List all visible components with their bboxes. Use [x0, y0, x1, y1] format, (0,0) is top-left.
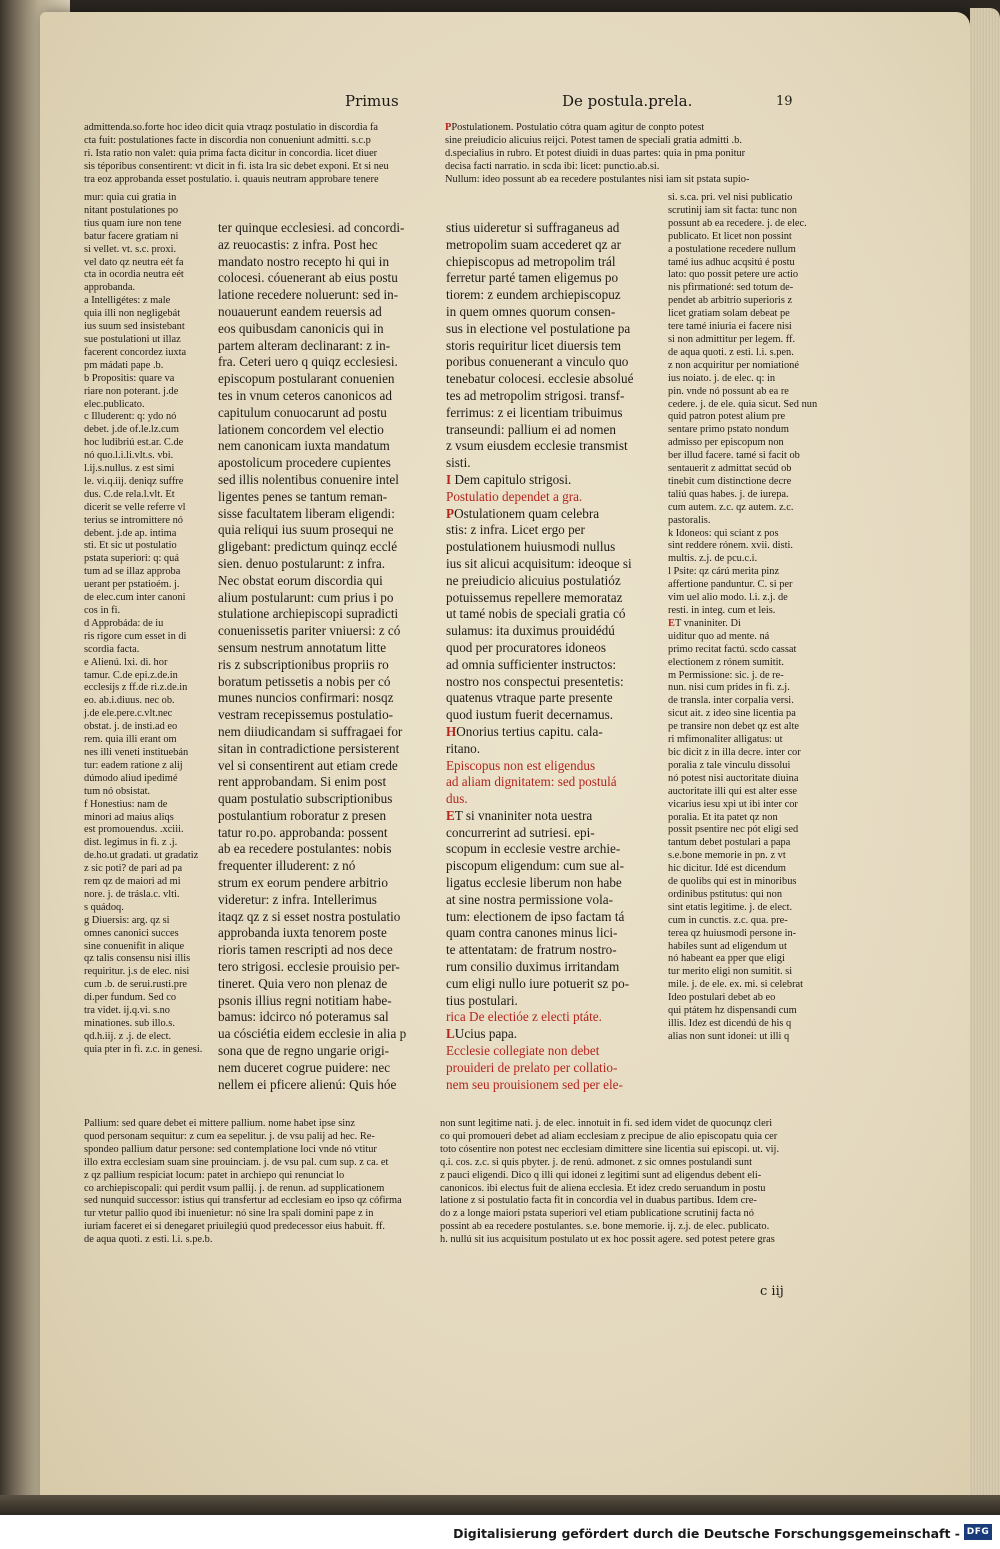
gloss-line: cum in cunctis. z.c. qua. pre- [668, 914, 788, 926]
text-line: az reuocastis: z infra. Post hec [218, 236, 378, 252]
gloss-line: terea qz huiusmodi persone in- [668, 927, 797, 939]
text-line: conuenissetis pariter vniuersi: z có [218, 623, 401, 639]
text-line: Nec obstat eorum discordia qui [218, 572, 383, 588]
text-line-content: Ostulationem quam celebra [454, 505, 600, 521]
gloss-line: ordinibus pstitutus: qui non [668, 888, 783, 900]
gloss-line: pe transire non debet qz est alte [668, 721, 799, 733]
gloss-line: de quolibs qui est in minoribus [668, 876, 797, 888]
text-line: lationem concordem vel electio [218, 421, 384, 437]
text-line: poribus conuenerant a vinculo quo [446, 354, 629, 370]
gloss-line: nis pfirmationé: sed totum de- [668, 282, 794, 294]
text-line: quam postulatio subscriptionibus [218, 791, 393, 807]
text-line: tero strigosi. ecclesie prouisio per- [218, 959, 400, 975]
gloss-line: alias non sunt idonei: ut illi q [668, 1030, 790, 1042]
gloss-text: Postulationem. Postulatio cótra quam agitur de conpto potest [451, 122, 705, 133]
rubric: dus. [446, 791, 468, 807]
text-line: latione recedere noluerunt: sed in- [218, 287, 399, 303]
gloss-line: possint ab ea recedere postulantes. s.e. bone memorie. ij. z.j. de elec. publicato. [440, 1221, 770, 1233]
text-line: nostro nos conspectui presentetis: [446, 673, 624, 689]
gloss-line: ius suum sed insistebant [84, 321, 185, 333]
text-line: quia reliqui ius suum prosequi ne [218, 522, 394, 538]
gloss-line: sti. Et sic ut postulatio [84, 540, 177, 552]
text-line: ua cósciétia eidem ecclesie in alia p [218, 1026, 407, 1042]
text-line [446, 724, 658, 741]
gloss-line: d Approbáda: de iu [84, 617, 164, 629]
text-line: nem diiudicandam si suffragaei for [218, 723, 403, 739]
gloss-line: Pallium: sed quare debet ei mittere pallium. nome habet ipse sinz [84, 1118, 355, 1129]
gloss-line: quod personam sequitur: z cum ea sepelitur. j. de vsu palij ad hec. Re- [84, 1130, 375, 1142]
text-line: episcopum postularant conuenien [218, 371, 395, 387]
text-line: ius sit alicui acquisitum: ideoque si [446, 555, 632, 571]
text-line [446, 808, 658, 825]
gloss-line: cedere. j. de ele. quia sicut. Sed nun [668, 398, 818, 410]
text-line: colocesi. cóuenerant ab eius postu [218, 270, 398, 286]
text-line: postulationem huiusmodi nullus [446, 539, 616, 555]
gloss-line: d.specialius in rubro. Et potest diuidi in duas partes: quia in pma ponitur [445, 147, 746, 159]
text-line: cum eligi nullo iure potuerit sz po- [446, 975, 630, 991]
gloss-line: quia illi non negligebát [84, 308, 181, 320]
gloss-line: b Propositis: quare va [84, 372, 175, 384]
gloss-line: pstata superiori: q: quá [84, 553, 179, 565]
gloss-line: qz talis consensu nisi illis [84, 953, 191, 965]
text-line: sed illis nolentibus conuenire intel [218, 471, 399, 487]
gloss-line: nó potest nisi auctoritate diuina [668, 772, 799, 784]
gloss-line: nes illi veneti instituebán [84, 746, 189, 758]
text-line: sisti. [446, 455, 471, 471]
gloss-line: qd.h.iij. z .j. de elect. [84, 1030, 172, 1042]
text-line: at sine nostra permissione vola- [446, 891, 614, 907]
gloss-line: eo. ab.i.diuus. nec ob. [84, 695, 175, 707]
rubric: Episcopus non est eligendus [446, 757, 596, 773]
text-line: ferrimus: z ei licentiam tribuimus [446, 404, 623, 420]
text-line: sensum nestrum annotatum litte [218, 639, 387, 655]
gloss-line: minationes. sub illo.s. [84, 1018, 175, 1029]
text-line: quatenus vtraque parte presente [446, 690, 613, 706]
gloss-line: poralia. Et ita patet qz non [668, 811, 778, 823]
initial-e-gloss: E [668, 617, 675, 629]
text-line: videretur: z infra. Intellerimus [218, 891, 377, 907]
section-title [446, 1026, 658, 1043]
text-line: ligatus ecclesie liberum non habe [446, 875, 622, 891]
gloss-line: si vellet. vt. s.c. proxi. [84, 243, 177, 255]
gloss-line: le. vi.q.iij. deniqz suffre [84, 475, 184, 487]
text-line: sulamus: ita duximus prouidédú [446, 623, 615, 639]
gloss-line: tur merito eligi non sumitit. si [668, 966, 793, 978]
text-line-content: Onorius tertius capitu. cala- [456, 723, 603, 739]
gloss-line: tius quam iure non tene [84, 217, 182, 229]
gloss-line: sue postulationi ut illaz [84, 333, 181, 345]
gloss-line: canonicos. ibi electus fuit de aliena ecclesia. Et idez credo seruandum in postu [440, 1182, 766, 1194]
gloss-line: terius se intromittere nó [84, 514, 183, 526]
gloss-line: de aqua quoti. z esti. l.i. s.pen. [668, 346, 794, 358]
text-line: ritano. [446, 740, 481, 756]
text-line: stulatione archiepiscopi supradicti [218, 606, 399, 622]
text-line: sona que de regno ungarie origi- [218, 1043, 390, 1059]
text-line: quod iustum fuerit decernamus. [446, 707, 614, 723]
text-line: sitan in contradictione persisterent [218, 740, 400, 756]
gloss-line: ri mfimonaliter alligatus: ut [668, 734, 783, 746]
text-line: z vsum eiusdem ecclesie transmist [446, 438, 628, 454]
gloss-line: taliú quas habes. j. de iurepa. [668, 488, 789, 500]
top-gloss-left [84, 122, 434, 190]
gloss-line: possunt ab ea recedere. j. de elec. [668, 217, 807, 229]
gloss-line: si non admittitur per legem. ff. [668, 333, 796, 345]
gloss-line [668, 618, 833, 631]
gloss-line: uiditur quo ad mente. ná [668, 630, 770, 642]
text-line [446, 506, 658, 523]
text-line: tiorem: z eundem archiepiscopuz [446, 287, 621, 303]
text-line: sien. denuo postularunt: z infra. [218, 555, 386, 571]
gloss-line: minori ad maius aliqs [84, 811, 174, 823]
gloss-line: l.ij.s.nullus. z est simi [84, 463, 175, 475]
gloss-line: scrutinij iam sit facta: tunc non [668, 204, 797, 216]
gloss-line: g Diuersis: arg. qz si [84, 914, 170, 926]
text-column-right [446, 220, 658, 1092]
gloss-line: latione z si postulatio facta fit in concordia vel in duabus partibus. Idem cre- [440, 1195, 757, 1207]
gloss-line: riare non poterant. j.de [84, 385, 179, 397]
gloss-line: sint reddere rónem. xvii. disti. [668, 540, 793, 552]
text-line: quod per procuratores idoneos [446, 639, 607, 655]
text-line: strum ex eorum pendere arbitrio [218, 875, 388, 891]
gloss-line: nó habeant ea pper que eligi [668, 953, 785, 965]
text-line: ferretur parté tamen eligemus po [446, 270, 619, 286]
gloss-line: dúmodo aliud ipedimé [84, 772, 178, 784]
text-line: psonis illius regni notitiam habe- [218, 992, 392, 1008]
gloss-line: Ideo postulari debet ab eo [668, 992, 776, 1004]
gloss-line: h. nullú sit ius acquisitum postulato ut ex hoc possit agere. sed potest petere gras [440, 1234, 775, 1246]
text-line: mandato nostro recepto hi qui in [218, 253, 390, 269]
text-line: storis requiritur licet diuersis tem [446, 337, 622, 353]
text-line: ab ea recedere postulantes: nobis [218, 841, 392, 857]
gloss-line: vicarius iesu xpi ut ibi inter cor [668, 798, 798, 810]
text-line: tineret. Quia vero non plenaz de [218, 975, 388, 991]
gloss-line: hoc ludibriú est.ar. C.de [84, 437, 184, 449]
gloss-line: spondeo pallium datur persone: sed contemplatione loci vnde nó vtitur [84, 1143, 377, 1155]
text-line: postulantium roboratur z presen [218, 807, 387, 823]
gloss-line: sine preiudicio alicuius reijci. Potest tamen de speciali gratia admitti .b. [445, 134, 742, 146]
gloss-line: facerent concordez iuxta [84, 346, 187, 358]
text-line: tum: electionem de ipso factam tá [446, 908, 625, 924]
initial-h: H [446, 723, 457, 739]
text-line: rent approbandam. Si enim post [218, 774, 387, 790]
gloss-line: licet gratiam solam debeat pe [668, 308, 790, 320]
text-line: vel si consentirent aut etiam crede [218, 757, 398, 773]
dfg-logo: DFG [964, 1524, 992, 1540]
gloss-line: rem qz de maiori ad mi [84, 876, 181, 888]
text-line: ris z subscriptionibus propriis ro [218, 656, 389, 672]
gloss-line: omnes canonici succes [84, 927, 179, 939]
gloss-line: do z a longe maiori pstata superiori vel etiam publicatione scrutinij facta nó [440, 1208, 754, 1220]
gloss-line: illo extra ecclesiam suam sine prouinciam. j. de vsu pal. cum sup. z ca. et [84, 1156, 389, 1168]
text-line: chiepiscopus ad metropolim trál [446, 253, 616, 269]
text-line: tes in vnum ceteros canonicos ad [218, 387, 392, 403]
gloss-line: qui ptátem hz dispensandi cum [668, 1005, 797, 1017]
gloss-line: tra videt. ij.q.vi. s.no [84, 1005, 171, 1017]
gloss-line: cum autem. z.c. qz autem. z.c. [668, 501, 794, 513]
gloss-line: primo recitat factú. scdo cassat [668, 643, 797, 655]
gloss-line: habiles sunt ad eligendum ut [668, 940, 787, 952]
gloss-line: possit psentire nec pót eligi sed [668, 824, 799, 836]
gloss-line: tum ad se illaz approba [84, 566, 181, 578]
bottom-gloss-left [84, 1118, 434, 1252]
footer-credit: Digitalisierung gefördert durch die Deutsche Forschungsgemeinschaft - [453, 1526, 960, 1541]
gloss-line: nun. nisi cum prides in fi. z.j. [668, 682, 790, 694]
section-title-text: Dem capitulo strigosi. [454, 471, 572, 487]
running-head-title: De postula.prela. [562, 92, 693, 110]
gloss-line: batur facere gratiam ni [84, 230, 179, 242]
text-line: rum consilio duximus irritandam [446, 959, 620, 975]
text-line: sisse facultatem liberam eligendi: [218, 505, 395, 521]
gloss-line: tur: eadem ratione z alij [84, 759, 183, 771]
digitization-footer [0, 1515, 1000, 1549]
text-line: ter quinque ecclesiesi. ad concordi- [218, 220, 405, 235]
rubric: Postulatio dependet a gra. [446, 488, 583, 504]
gloss-line: non sunt legitime nati. j. de elec. innotuit in fi. sed idem videt de quocunqz cleri [440, 1118, 773, 1129]
gloss-line: dist. legimus in fi. z .j. [84, 837, 178, 849]
running-head-left: Primus [345, 92, 399, 110]
gloss-line: sed nunquid successor: istius qui transfertur ad ecclesiam eo ipso qz cófirma [84, 1195, 402, 1207]
text-line: te attentatam: de fratrum nostro- [446, 942, 617, 958]
gloss-line: tur vtetur pallio quod ibi inuenietur: nó sine lra spali domini pape z in [84, 1208, 374, 1220]
gloss-line: elec.publicato. [84, 398, 145, 410]
bottom-gloss-right [440, 1118, 835, 1252]
gloss-line: tum nó obsistat. [84, 785, 151, 797]
gloss-line: dicerit se velle referre vl [84, 501, 186, 513]
gloss-line: si. s.ca. pri. vel nisi publicatio [668, 192, 793, 203]
gloss-line: tra eoz approbanda esset postulatio. i. quauis neutram approbare tenere [84, 173, 379, 185]
gloss-line: cta in ocordia neutra eét [84, 269, 184, 281]
text-line: alium postularunt: cum prius i po [218, 589, 394, 605]
gloss-line: sentauerit z admittat secúd ob [668, 463, 792, 475]
gloss-line: multis. z.j. de pcu.c.i. [668, 553, 758, 565]
text-line: stis: z infra. Licet ergo per [446, 522, 585, 538]
gloss-line: electionem z rónem sumitit. [668, 656, 784, 668]
gloss-line: z non acquiritur per nomiationé [668, 359, 799, 371]
gloss-line: vim uel alio modo. l.i. z.j. de [668, 592, 788, 604]
gloss-line: approbanda. [84, 282, 136, 294]
text-line: ligentes penes se tantum reman- [218, 488, 388, 504]
text-line: tius postulari. [446, 992, 518, 1008]
gloss-line: ius noiato. j. de elec. q: in [668, 372, 776, 384]
text-line: capitulum conuocarunt ad postu [218, 404, 387, 420]
text-line: nouauerunt eandem reuersis ad [218, 303, 382, 319]
gloss-line: sint etatis legitime. j. de elect. [668, 901, 793, 913]
gloss-line: publicato. Et licet non possint [668, 230, 792, 242]
gloss-line: co archiepiscopali: qui perdit vsum pallij. j. de renun. ad supplicationem [84, 1182, 385, 1194]
gloss-line: ecclesijs z ff.de ri.z.de.in [84, 682, 188, 694]
text-line: nellem ei pficere alienú: Quis hóe [218, 1076, 397, 1092]
text-line: frequenter illuderent: z nó [218, 858, 356, 874]
gloss-line: scordia facta. [84, 643, 140, 655]
gloss-line: cta fuit: postulationes facte in discordia non conueniunt admitti. s.c.p [84, 134, 371, 146]
text-line: quam contra canones minus lici- [446, 925, 618, 941]
text-line: concurrerint ad sutriesi. epi- [446, 824, 595, 840]
initial-p-large: P [446, 505, 455, 521]
text-line: bamus: idcirco nó poteramus sal [218, 1009, 389, 1025]
text-line: vestram recepissemus postulatio- [218, 707, 394, 723]
text-line: itaqz qz z si esset nostra postulatio [218, 908, 401, 924]
gloss-line: cos in fi. [84, 605, 121, 616]
gloss-line: e Alienú. lxi. di. hor [84, 656, 168, 668]
gloss-line: Nullum: ideo possunt ab ea recedere postulantes nisi iam sit pstata supio- [445, 173, 750, 185]
initial-l: L [446, 1026, 455, 1042]
gloss-line: mur: quia cui gratia in [84, 192, 177, 203]
initial-i: I [446, 471, 452, 487]
text-line: apostolicum procedere cupientes [218, 455, 391, 471]
gloss-line: de.ho.ut gradati. ut gradatiz [84, 850, 199, 862]
initial-p: P [445, 122, 452, 133]
page-fore-edge [970, 8, 1000, 1508]
gloss-line: tantum debet postulari a papa [668, 837, 791, 849]
gloss-line: tamé ius adhuc acqsitú é postu [668, 256, 795, 268]
gloss-line: l Psite: qz cárú merita pinz [668, 566, 780, 578]
text-line: in quem omnes quorum consen- [446, 303, 616, 319]
text-line: nem canonicam iuxta mandatum [218, 438, 390, 454]
text-line: eos quibusdam canonicis qui in [218, 320, 384, 336]
gloss-line: est promouendus. .xciii. [84, 824, 184, 836]
gloss-line [445, 122, 830, 135]
gloss-line: illis. Idez est dicendú de his q [668, 1018, 792, 1029]
text-line: tes ad metropolim strigosi. transf- [446, 387, 625, 403]
rubric: Ecclesie collegiate non debet [446, 1043, 600, 1059]
gloss-line: c Illuderent: q: ydo nó [84, 411, 177, 423]
text-line: piscopum eligendum: cum sue al- [446, 858, 624, 874]
gloss-line: z sic poti? de pari ad pa [84, 863, 183, 875]
gloss-line: co qui promoueri debet ad aliam ecclesiam z precipue de alio episcopatu quia cer [440, 1130, 778, 1142]
text-line: tenebatur colocesi. ecclesie absolué [446, 371, 634, 387]
signature-mark: c iij [760, 1284, 784, 1299]
gloss-line: de elec.cum inter canoni [84, 592, 186, 604]
section-title-text: Ucius papa. [454, 1026, 518, 1042]
rubric: nem seu prouisionem sed per ele- [446, 1076, 623, 1092]
gloss-line: nore. j. de trásla.c. vlti. [84, 888, 180, 900]
gloss-line: dus. C.de rela.l.vlt. Et [84, 488, 175, 500]
gloss-line: pastoralis. [668, 514, 711, 526]
text-line: nem duceret cogrue puidere: nec [218, 1059, 391, 1075]
gloss-line: ris rigore cum esset in di [84, 630, 187, 642]
text-line: ad omnia sufficienter instructos: [446, 656, 617, 672]
text-line: approbanda iuxta tenorem poste [218, 925, 387, 941]
gloss-line: admittenda.so.forte hoc ideo dicit quia vtraqz postulatio in discordia fa [84, 122, 379, 133]
gloss-line: nitant postulationes po [84, 204, 179, 216]
text-line: metropolim suam accederet qz ar [446, 236, 622, 252]
gloss-line: pendet ab arbitrio superioris z [668, 295, 793, 307]
gloss-line: de aqua quoti. z esti. l.i. s.pe.b. [84, 1234, 213, 1246]
gloss-line: z pauci eligendi. Dico q illi qui idonei z legitimi sunt ad eligendus debent eli- [440, 1169, 762, 1181]
rubric: prouideri de prelato per collatio- [446, 1059, 618, 1075]
gloss-line: m Permissione: sic. j. de re- [668, 669, 784, 681]
top-gloss-right [445, 122, 830, 190]
gloss-line: quid patron potest alium pre [668, 411, 786, 423]
gloss-line: admisso per episcopum non [668, 437, 784, 449]
gloss-line: bic dicit z in illa decre. inter cor [668, 746, 801, 758]
gloss-column-left [84, 192, 214, 1112]
gloss-line: poralia z tale vinculu dissolui [668, 759, 791, 771]
folio-number: 19 [776, 94, 793, 109]
gloss-line: cum .b. de serui.rusti.pre [84, 979, 188, 991]
text-line: boratum petissetis a nobis per có [218, 673, 391, 689]
gloss-line: uerant per pstatioém. j. [84, 579, 180, 591]
gloss-line: a Intelligétes: z male [84, 295, 171, 307]
gloss-line: debent. j.de ap. intima [84, 527, 177, 539]
section-title [446, 472, 658, 489]
gloss-line: auctoritate illi qui est alter esse [668, 785, 797, 797]
rubric: ad aliam dignitatem: sed postulá [446, 774, 617, 790]
gloss-line: j.de ele.pere.c.vlt.nec [84, 708, 173, 720]
text-line: rioris tamen rescripti ad nos dece [218, 942, 393, 958]
gloss-line: rem. quia illi erant om [84, 734, 177, 746]
gloss-line: pin. vnde nó possunt ab ea re [668, 385, 789, 397]
gloss-line: toto cósentire non potest nec ecclesiam dimittere sine licentia sui episcopi. ut. vij. [440, 1143, 780, 1155]
gloss-line: z qz pallium respiciat locum: patet in archiepo qui renunciat lo [84, 1169, 345, 1181]
text-line: ne preiudicio alicuius postulatióz [446, 572, 621, 588]
gloss-line: lato: quo possit petere ure actio [668, 269, 799, 281]
gloss-text: T vnaniniter. Di [674, 617, 741, 629]
gloss-line: k Idoneos: qui sciant z pos [668, 527, 779, 539]
gloss-line: tamur. C.de epi.z.de.in [84, 669, 178, 681]
text-line: ut tamé nobis de speciali gratia có [446, 606, 626, 622]
text-line: sus in electione vel postulatione pa [446, 320, 631, 336]
gloss-line: di.per fundum. Sed co [84, 992, 177, 1004]
text-line: potuissemus repellere memorataz [446, 589, 623, 605]
gloss-line: mile. j. de ele. ex. mi. si celebrat [668, 979, 804, 991]
gloss-line: ber illud facere. tamé si facit ob [668, 450, 800, 462]
gloss-column-right [668, 192, 833, 1117]
gloss-line: q.i. cos. z.c. si quis pbyter. j. de renú. admonet. z sic omnes postulandi sunt [440, 1156, 752, 1168]
gloss-line: sis téporibus consentirent: vt dicit in fi. ista lra sic debet exponi. Et si neu [84, 160, 389, 172]
gloss-line: iuriam faceret ei si denegaret priuilegiú quod predecessor eius habuit. ff. [84, 1221, 386, 1233]
text-line: scopum in ecclesie vestre archie- [446, 841, 621, 857]
gloss-line: de transla. inter corpalia versi. [668, 695, 794, 707]
gloss-line: sicut ait. z ideo sine licentia pa [668, 708, 796, 720]
gloss-line: quia pter in fi. z.c. in genesi. [84, 1043, 203, 1055]
gloss-line: tere tamé iniuria ei facere nisi [668, 321, 792, 333]
gloss-line: a postulatione recedere nullum [668, 243, 796, 255]
gloss-line: vel dato qz neutra eét fa [84, 256, 184, 268]
text-line: stius uideretur si suffraganeus ad [446, 220, 620, 235]
gloss-line: pm mádati pape .b. [84, 359, 164, 371]
gloss-line: requiritur. j.s de elec. nisi [84, 966, 190, 978]
gloss-line: sentare primo pstato nondum [668, 424, 789, 436]
initial-e: E [446, 807, 455, 823]
rubric: rica De electióe z electi ptáte. [446, 1009, 602, 1025]
gloss-line: ri. Ista ratio non valet: quia prima facta dicitur in concordia. licet diuer [84, 147, 378, 159]
gloss-line: nó quo.l.i.li.vlt.s. vbi. [84, 450, 174, 462]
gloss-line: decisa facti narratio. in scda ibi: licet: punctio.ab.si. [445, 160, 660, 172]
text-column-left [218, 220, 430, 1092]
text-line: partem alteram declinarant: z in- [218, 337, 391, 353]
text-line: tatur ro.po. approbanda: possent [218, 824, 388, 840]
gloss-line: resti. in integ. cum et leis. [668, 605, 776, 616]
text-line-content: T si vnaniniter nota uestra [454, 807, 593, 823]
gloss-line: f Honestius: nam de [84, 798, 168, 810]
gloss-line: obstat. j. de insti.ad eo [84, 721, 178, 733]
gloss-line: hic dicitur. Idé est dicendum [668, 863, 787, 875]
text-line: gligebant: predictum quinqz ecclé [218, 539, 398, 555]
gloss-line: affertione panduntur. C. si per [668, 579, 793, 591]
text-line: transeundi: pallium ei ad nomen [446, 421, 616, 437]
gloss-line: sine conuenifit in alique [84, 940, 185, 952]
text-line: munes nuncios confirmari: nosqz [218, 690, 394, 706]
gloss-line: tinebit cum distinctione decre [668, 475, 792, 487]
gloss-line: s quádoq. [84, 901, 124, 913]
text-line: fra. Ceteri uero q quiqz ecclesiesi. [218, 354, 398, 370]
bottom-shadow [0, 1495, 1000, 1515]
gloss-line: s.e.bone memorie in pn. z vt [668, 850, 786, 862]
gloss-line: debet. j.de of.le.lz.cum [84, 424, 179, 436]
